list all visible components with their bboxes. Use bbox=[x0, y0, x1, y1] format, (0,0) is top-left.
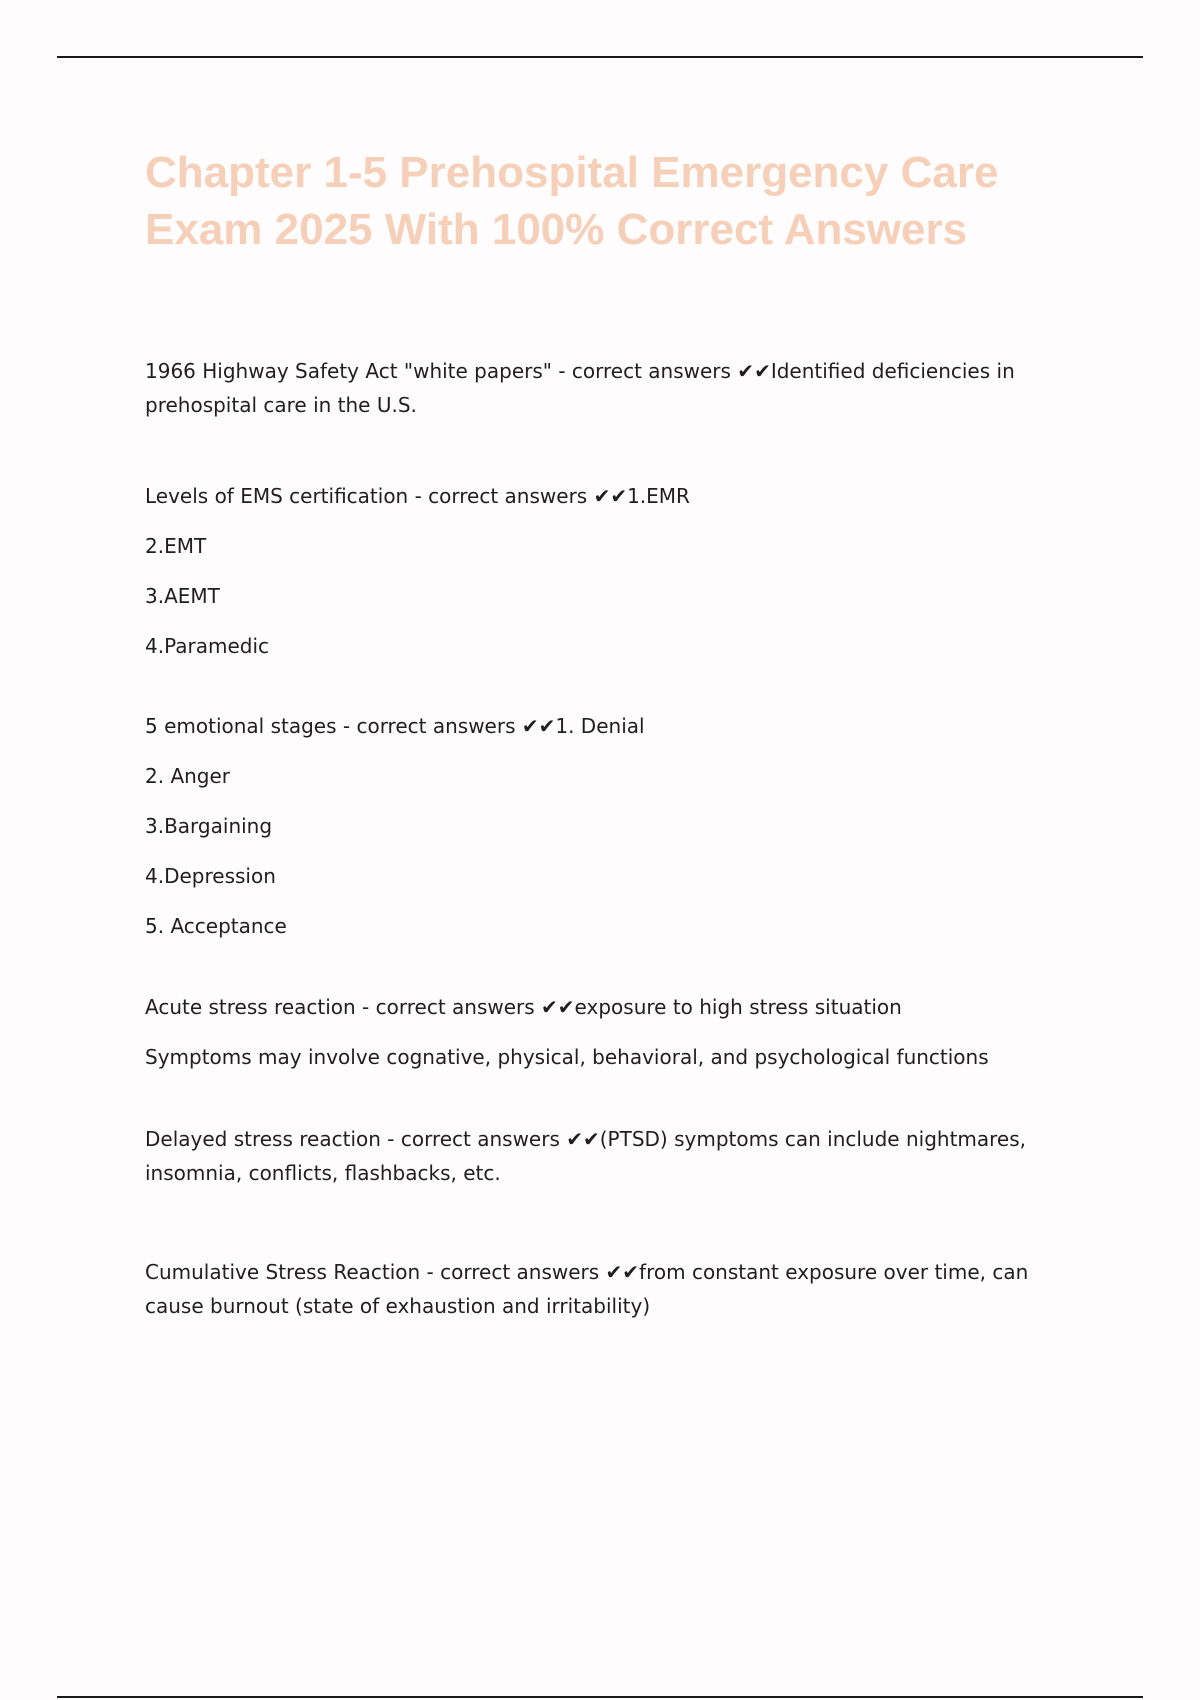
qa-item-emotional-stages bbox=[145, 710, 1085, 943]
qa-item-acute-stress bbox=[145, 991, 1085, 1074]
qa-question-line: Acute stress reaction - correct answers ✔✔exposure to high stress situation bbox=[145, 995, 902, 1019]
qa-text: Delayed stress reaction - correct answers ✔✔(PTSD) symptoms can include nightmares, insomnia, conflicts, flashbacks, etc. bbox=[145, 1127, 1027, 1185]
qa-answer-line: 4.Paramedic bbox=[145, 634, 270, 658]
qa-text: 1966 Highway Safety Act "white papers" - correct answers ✔✔Identified deficiencies in prehospital care in the U.S. bbox=[145, 359, 1015, 417]
qa-answer-line: 2.EMT bbox=[145, 534, 207, 558]
qa-text: Cumulative Stress Reaction - correct answers ✔✔from constant exposure over time, can cause burnout (state of exhaustion and irritability) bbox=[145, 1260, 1029, 1318]
qa-answer-line: 5. Acceptance bbox=[145, 914, 287, 938]
qa-item-ems-certification bbox=[145, 480, 1085, 663]
qa-answer-line: 2. Anger bbox=[145, 764, 231, 788]
qa-question-line: Levels of EMS certification - correct answers ✔✔1.EMR bbox=[145, 484, 690, 508]
title-line-1: Chapter 1-5 Prehospital Emergency Care bbox=[145, 148, 999, 197]
header-rule bbox=[57, 56, 1143, 58]
qa-answer-line: 3.Bargaining bbox=[145, 814, 273, 838]
qa-question-line: 5 emotional stages - correct answers ✔✔1. Denial bbox=[145, 714, 645, 738]
qa-item-delayed-stress bbox=[145, 1122, 1085, 1190]
qa-answer-line: Symptoms may involve cognative, physical, behavioral, and psychological functions bbox=[145, 1045, 989, 1069]
qa-answer-line: 3.AEMT bbox=[145, 584, 220, 608]
footer-rule bbox=[57, 1696, 1143, 1698]
title-line-2: Exam 2025 With 100% Correct Answers bbox=[145, 205, 968, 254]
document-title bbox=[145, 144, 1105, 258]
qa-list bbox=[145, 354, 1085, 1387]
qa-item-cumulative-stress bbox=[145, 1255, 1085, 1323]
qa-answer-line: 4.Depression bbox=[145, 864, 276, 888]
qa-item-highway-safety-act bbox=[145, 354, 1085, 422]
